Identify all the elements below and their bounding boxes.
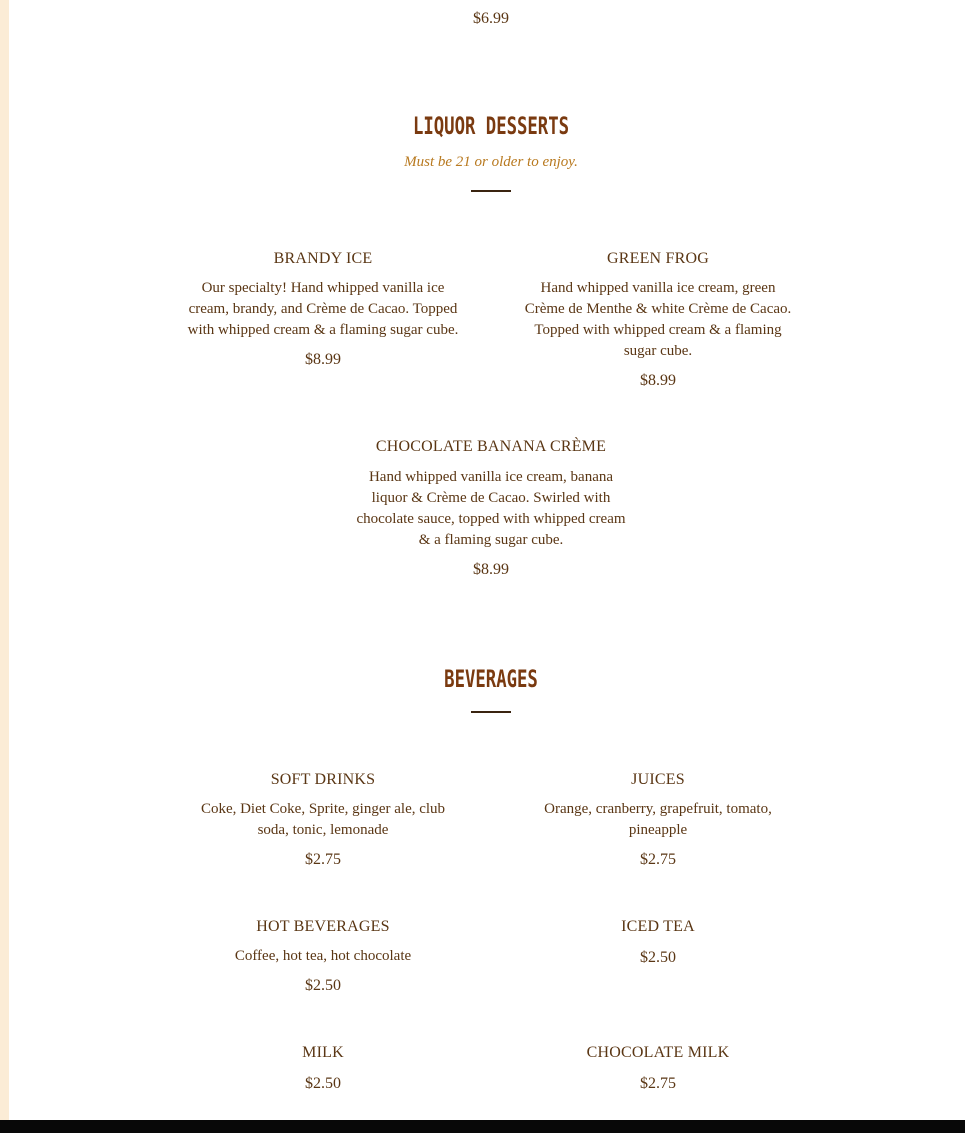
menu-item-price: $2.75 xyxy=(640,1075,676,1092)
description-line: Coffee, hot tea, hot chocolate xyxy=(234,948,412,964)
menu-item-name: SOFT DRINKS xyxy=(270,771,376,788)
menu-item-name: ICED TEA xyxy=(621,918,695,935)
menu-item-iced-tea xyxy=(508,917,808,968)
menu-item-name: JUICES xyxy=(631,771,685,788)
menu-item-chocolate-milk xyxy=(508,1043,808,1094)
description-line: Topped with whipped cream & a flaming xyxy=(534,322,782,338)
description-line: liquor & Crème de Cacao. Swirled with xyxy=(371,490,611,506)
menu-item-name: CHOCOLATE MILK xyxy=(586,1044,730,1061)
menu-item-brandy-ice xyxy=(173,249,473,370)
description-line: Coke, Diet Coke, Sprite, ginger ale, club xyxy=(200,801,446,817)
menu-item-description xyxy=(341,467,641,551)
menu-item-name: CHOCOLATE BANANA CRÈME xyxy=(375,438,607,455)
menu-item-price: $2.75 xyxy=(305,851,341,868)
menu-item-green-frog xyxy=(508,249,808,391)
description-line: soda, tonic, lemonade xyxy=(257,822,389,838)
menu-item-soft-drinks xyxy=(173,770,473,870)
menu-item-name: GREEN FROG xyxy=(606,250,709,267)
menu-item-description xyxy=(173,278,473,341)
description-line: chocolate sauce, topped with whipped cream xyxy=(356,511,626,527)
menu-item-hot-beverages xyxy=(173,917,473,996)
menu-item-name: HOT BEVERAGES xyxy=(256,918,390,935)
menu-item-price: $2.50 xyxy=(640,949,676,966)
menu-item-description xyxy=(173,946,473,967)
menu-item-name: BRANDY ICE xyxy=(273,250,373,267)
liquor-desserts-title: LIQUOR DESSERTS xyxy=(412,112,570,140)
top-item-price: $6.99 xyxy=(473,10,509,27)
beverages-divider xyxy=(471,711,511,713)
description-line: Orange, cranberry, grapefruit, tomato, xyxy=(544,801,772,817)
menu-item-description xyxy=(508,278,808,362)
menu-item-milk xyxy=(173,1043,473,1094)
menu-item-price: $2.75 xyxy=(640,851,676,868)
menu-item-price: $8.99 xyxy=(640,372,676,389)
description-line: Our specialty! Hand whipped vanilla ice xyxy=(201,280,445,296)
description-line: sugar cube. xyxy=(623,343,693,359)
menu-item-name: MILK xyxy=(302,1044,344,1061)
footer-bar xyxy=(0,1120,965,1133)
liquor-desserts-age-note: Must be 21 or older to enjoy. xyxy=(404,154,578,170)
beverages-title: BEVERAGES xyxy=(444,665,538,693)
menu-item-description xyxy=(173,799,473,841)
description-line: & a flaming sugar cube. xyxy=(418,532,564,548)
page-left-border xyxy=(0,0,9,1120)
description-line: with whipped cream & a flaming sugar cube. xyxy=(187,322,459,338)
menu-item-chocolate-banana-creme xyxy=(341,437,641,580)
menu-item-description xyxy=(508,799,808,841)
menu-item-price: $2.50 xyxy=(305,1075,341,1092)
description-line: Crème de Menthe & white Crème de Cacao. xyxy=(524,301,792,317)
description-line: cream, brandy, and Crème de Cacao. Topped xyxy=(188,301,458,317)
menu-item-price: $2.50 xyxy=(305,977,341,994)
description-line: pineapple xyxy=(628,822,688,838)
description-line: Hand whipped vanilla ice cream, green xyxy=(540,280,776,296)
menu-item-price: $8.99 xyxy=(473,561,509,578)
description-line: Hand whipped vanilla ice cream, banana xyxy=(368,469,614,485)
liquor-desserts-divider xyxy=(471,190,511,192)
menu-item-price: $8.99 xyxy=(305,351,341,368)
menu-item-juices xyxy=(508,770,808,870)
